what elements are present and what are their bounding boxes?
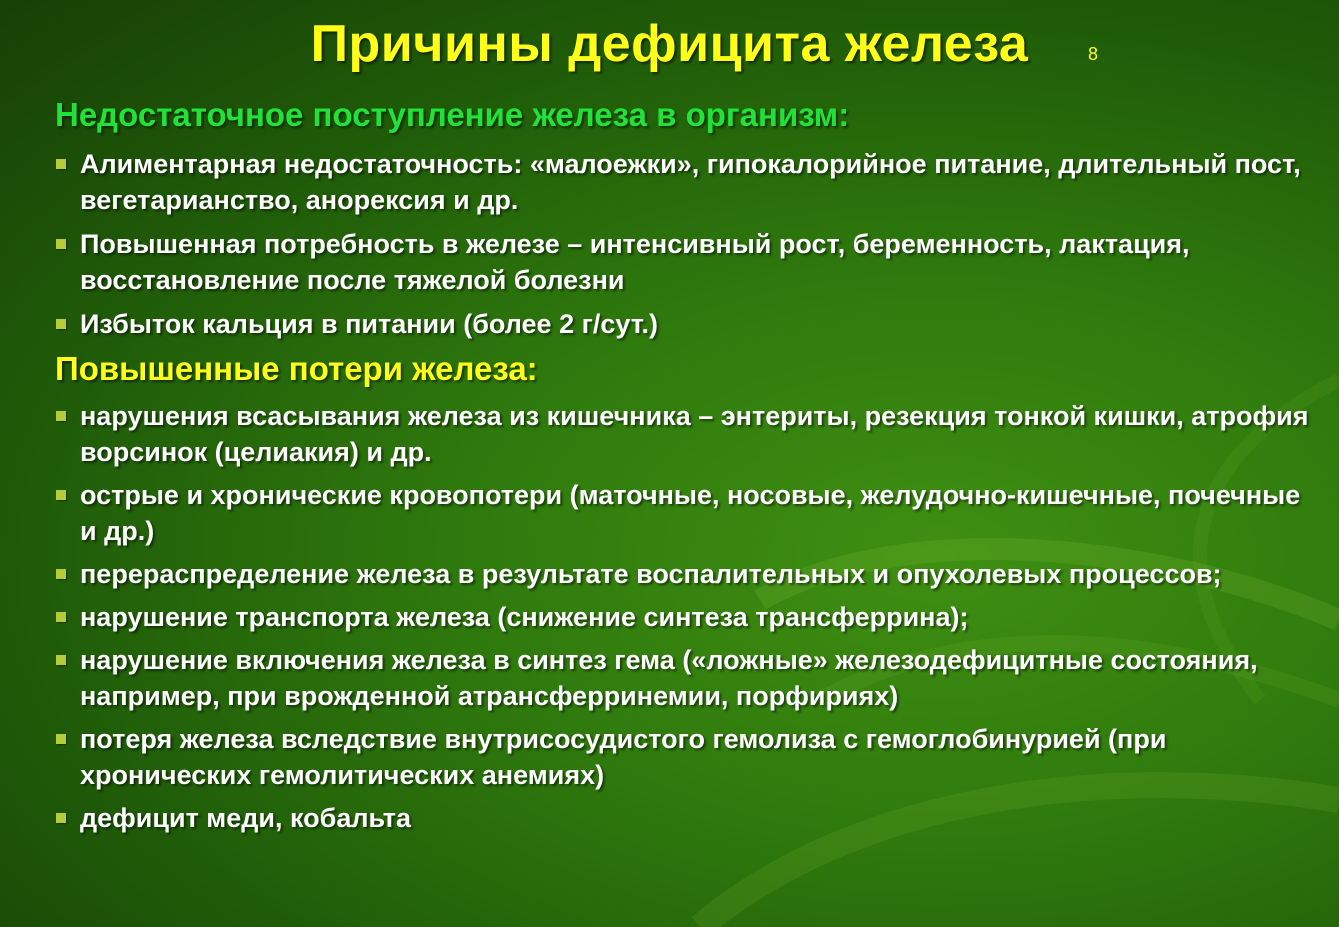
section-heading-increased-loss: Повышенные потери железа:	[55, 350, 538, 387]
list-item-text: нарушение транспорта железа (снижение синтеза трансферрина);	[80, 602, 969, 632]
section-heading-insufficient-intake: Недостаточное поступление железа в организм:	[55, 96, 850, 133]
list-item-text: Алиментарная недостаточность: «малоежки», гипокалорийное питание, длительный пост, вегетарианство, анорексия и др.	[80, 149, 1301, 215]
insufficient-intake-list	[55, 146, 1315, 350]
square-bullet-icon	[56, 411, 66, 421]
increased-loss-list	[55, 398, 1315, 843]
list-item	[55, 306, 1315, 342]
list-item-text: острые и хронические кровопотери (маточные, носовые, желудочно-кишечные, почечные и др.)	[80, 480, 1301, 546]
list-item	[55, 556, 1315, 592]
slide-title: Причины дефицита железа	[310, 15, 1029, 73]
list-item	[55, 599, 1315, 635]
slide-number: 8	[1088, 44, 1099, 64]
square-bullet-icon	[56, 159, 66, 169]
square-bullet-icon	[56, 734, 66, 744]
square-bullet-icon	[56, 612, 66, 622]
list-item-text: перераспределение железа в результате воспалительных и опухолевых процессов;	[80, 559, 1222, 589]
list-item	[55, 226, 1315, 298]
list-item	[55, 721, 1315, 793]
square-bullet-icon	[56, 813, 66, 823]
list-item-text: Повышенная потребность в железе – интенсивный рост, беременность, лактация, восстановление после тяжелой болезни	[80, 229, 1190, 295]
list-item-text: дефицит меди, кобальта	[80, 803, 411, 833]
list-item	[55, 398, 1315, 470]
list-item-text: Избыток кальция в питании (более 2 г/сут.)	[80, 309, 659, 339]
square-bullet-icon	[56, 490, 66, 500]
list-item	[55, 146, 1315, 218]
list-item-text: потеря железа вследствие внутрисосудистого гемолиза с гемоглобинурией (при хронических гемолитических анемиях)	[80, 724, 1167, 790]
list-item	[55, 642, 1315, 714]
square-bullet-icon	[56, 319, 66, 329]
list-item	[55, 800, 1315, 836]
list-item-text: нарушение включения железа в синтез гема («ложные» железодефицитные состояния, например, при врожденной атрансферринемии, порфириях)	[80, 645, 1258, 711]
square-bullet-icon	[56, 239, 66, 249]
list-item-text: нарушения всасывания железа из кишечника – энтериты, резекция тонкой кишки, атрофия ворсинок (целиакия) и др.	[80, 401, 1309, 467]
square-bullet-icon	[56, 655, 66, 665]
square-bullet-icon	[56, 569, 66, 579]
list-item	[55, 477, 1315, 549]
